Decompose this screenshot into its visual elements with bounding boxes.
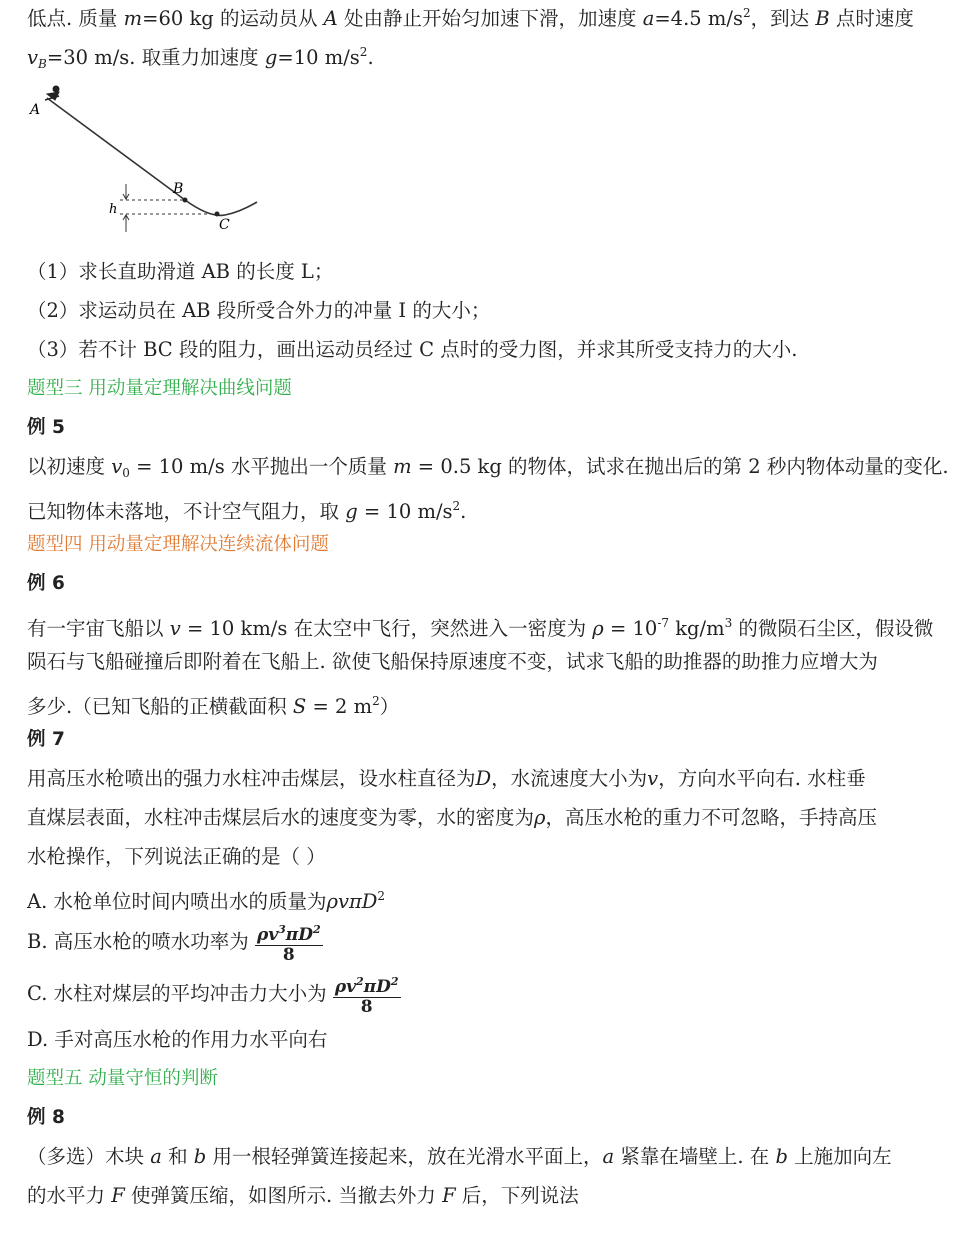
- problem4-line1: 低点. 质量 m=60 kg 的运动员从 A 处由静止开始匀加速下滑，加速度 a=4.5 $m/s^2$，到达 B 点时速度: [27, 6, 914, 30]
- problem4-question-3: （3）若不计 BC 段的阻力，画出运动员经过 C 点时的受力图，并求其所受支持力的大小.: [27, 338, 798, 361]
- example6-line1: 有一宇宙飞船以 v = 10 km/s 在太空中飞行，突然进入一密度为 $\rho = 10^{-7}$ $kg/m^3$ 的微陨石尘区，假设微: [27, 616, 934, 640]
- example6-line3: 多少.（已知飞船的正横截面积 S = 2 $m^2$）: [27, 694, 400, 718]
- example7-option-D: D. 手对高压水枪的作用力水平向右: [27, 1028, 328, 1051]
- problem4-question-2: （2）求运动员在 AB 段所受合外力的冲量 I 的大小；: [27, 299, 491, 322]
- example8-line2: 的水平力 F 使弹簧压缩，如图所示. 当撤去外力 F 后，下列说法: [27, 1184, 579, 1207]
- example6-line2: 陨石与飞船碰撞后即附着在飞船上. 欲使飞船保持原速度不变，试求飞船的助推器的助推力应增大为: [27, 650, 878, 673]
- type3-heading: 题型三 用动量定理解决曲线问题: [27, 378, 292, 399]
- example8-line1: （多选）木块 a 和 b 用一根轻弹簧连接起来，放在光滑水平面上，a 紧靠在墙壁上. 在 b 上施加向左: [27, 1145, 892, 1168]
- problem4-line2: $v_B=30$ m/s. 取重力加速度 g=10 $m/s^2$.: [27, 45, 374, 71]
- label-h: h: [109, 202, 118, 217]
- example7-line2: 直煤层表面，水柱冲击煤层后水的速度变为零，水的密度为ρ，高压水枪的重力不可忽略，手持高压: [27, 806, 877, 829]
- example7-label: 例 7: [27, 729, 65, 750]
- example5-label: 例 5: [27, 417, 65, 438]
- example7-line3: 水枪操作，下列说法正确的是（ ）: [27, 845, 326, 868]
- example5-line2: 已知物体未落地，不计空气阻力，取 g = 10 $m/s^2$.: [27, 499, 467, 523]
- type4-heading: 题型四 用动量定理解决连续流体问题: [27, 534, 329, 555]
- example6-label: 例 6: [27, 573, 65, 594]
- label-C: C: [219, 217, 230, 233]
- type5-heading: 题型五 动量守恒的判断: [27, 1068, 218, 1089]
- example5-line1: 以初速度 $v_0 = 10$ m/s 水平抛出一个质量 m = 0.5 kg 的物体，试求在抛出后的第 2 秒内物体动量的变化.: [27, 455, 949, 480]
- example7-option-B: B. 高压水枪的喷水功率为 $\frac{\rho v^3\pi D^2}{8}$: [27, 920, 938, 965]
- fraction-B: $\frac{\rho v^3\pi D^2}{8}$: [255, 920, 323, 965]
- slope-AB: [47, 98, 185, 200]
- label-A: A: [30, 102, 41, 118]
- example7-option-A: A. 水枪单位时间内喷出水的质量为ρvπD$^2$: [27, 889, 386, 913]
- example8-label: 例 8: [27, 1107, 65, 1128]
- example7-option-C: C. 水柱对煤层的平均冲击力大小为 $\frac{\rho v^2\pi D^2}{8}$: [27, 972, 938, 1017]
- problem4-question-1: （1）求长直助滑道 AB 的长度 L；: [27, 260, 334, 283]
- ski-slope-figure: [25, 80, 265, 240]
- curve-BC: [185, 200, 257, 215]
- faded-overlay: [585, 1180, 905, 1220]
- fraction-C: $\frac{\rho v^2\pi D^2}{8}$: [333, 972, 401, 1017]
- label-B: B: [173, 181, 184, 197]
- example7-line1: 用高压水枪喷出的强力水柱冲击煤层，设水柱直径为D，水流速度大小为v，方向水平向右. 水柱垂: [27, 767, 866, 790]
